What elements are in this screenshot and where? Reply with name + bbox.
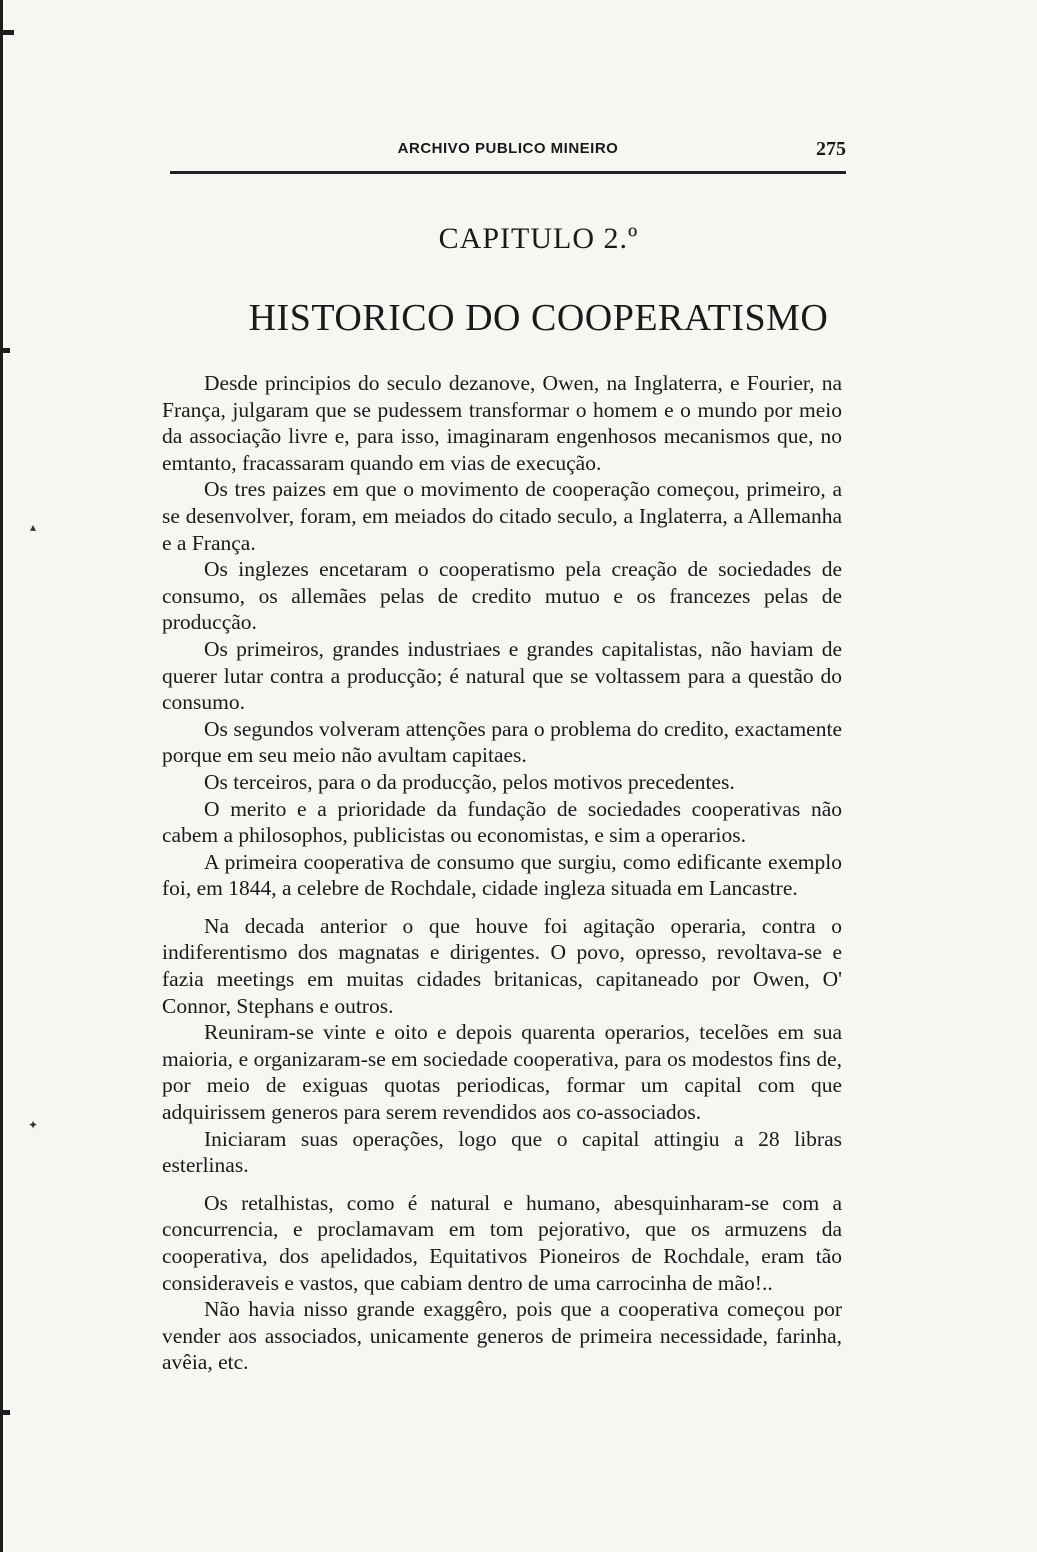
paragraph: Desde principios do seculo dezanove, Owen, na Inglaterra, e Fourier, na França, julgaram que se pudessem transformar o homem e o mundo por meio da associação livre e, para isso, imaginaram engenhosos mecanismos que, no emtanto, fracassaram quando em vias de execução. [162, 371, 842, 475]
paragraph: Os segundos volveram attenções para o problema do credito, exactamente porque em seu meio não avultam capitaes. [162, 716, 842, 768]
section-title: HISTORICO DO COOPERATISMO [248, 297, 829, 339]
chapter-label: CAPITULO 2.º [438, 222, 639, 255]
page-header [170, 140, 846, 164]
header-rule [170, 171, 846, 174]
paragraph: Os inglezes encetaram o cooperatismo pela creação de sociedades de consumo, os allemães pelas de credito mutuo e os francezes pelas de producção. [162, 557, 842, 635]
scan-mark [0, 30, 14, 35]
page-number: 275 [816, 138, 846, 160]
scan-dot: ▴ [30, 520, 37, 534]
scan-dot: ✦ [28, 1118, 39, 1132]
body-text [162, 370, 842, 1376]
paragraph: Não havia nisso grande exaggêro, pois que a cooperativa começou por vender aos associados, unicamente generos de primeira necessidade, farinha, avêia, etc. [162, 1297, 842, 1375]
scan-mark [0, 1410, 10, 1415]
paragraph: O merito e a prioridade da fundação de sociedades cooperativas não cabem a philosophos, publicistas ou economistas, e sim a operarios. [162, 796, 842, 848]
running-title: ARCHIVO PUBLICO MINEIRO [397, 140, 619, 157]
paragraph: Iniciaram suas operações, logo que o capital attingiu a 28 libras esterlinas. [162, 1126, 842, 1178]
paragraph: Na decada anterior o que houve foi agitação operaria, contra o indiferentismo dos magnatas e dirigentes. O povo, opresso, revoltava-se e fazia meetings em muitas cidades britanicas, capitaneado por Owen, O' Connor, Stephans e outros. [162, 913, 842, 1018]
paragraph: Reuniram-se vinte e oito e depois quarenta operarios, tecelões em sua maioria, e organizaram-se em sociedade cooperativa, para os modestos fins de, por meio de exiguas quotas periodicas, formar um capital com que adquirissem generos para serem revendidos aos co-associados. [162, 1020, 842, 1125]
paragraph: Os retalhistas, como é natural e humano, abesquinharam-se com a concurrencia, e proclamavam em tom pejorativo, que os armuzens da cooperativa, dos apelidados, Equitativos Pioneiros de Rochdale, eram tão consideraveis e vastos, que cabiam dentro de uma carrocinha de mão!.. [162, 1190, 842, 1295]
paragraph: Os primeiros, grandes industriaes e grandes capitalistas, não haviam de querer lutar contra a producção; é natural que se voltassem para a questão do consumo. [162, 636, 842, 715]
scan-mark [0, 348, 10, 353]
paragraph: A primeira cooperativa de consumo que surgiu, como edificante exemplo foi, em 1844, a celebre de Rochdale, cidade ingleza situada em Lancastre. [162, 849, 842, 901]
paragraph: Os tres paizes em que o movimento de cooperação começou, primeiro, a se desenvolver, foram, em meiados do citado seculo, a Inglaterra, a Allemanha e a França. [162, 477, 842, 555]
paragraph: Os terceiros, para o da producção, pelos motivos precedentes. [204, 769, 735, 794]
